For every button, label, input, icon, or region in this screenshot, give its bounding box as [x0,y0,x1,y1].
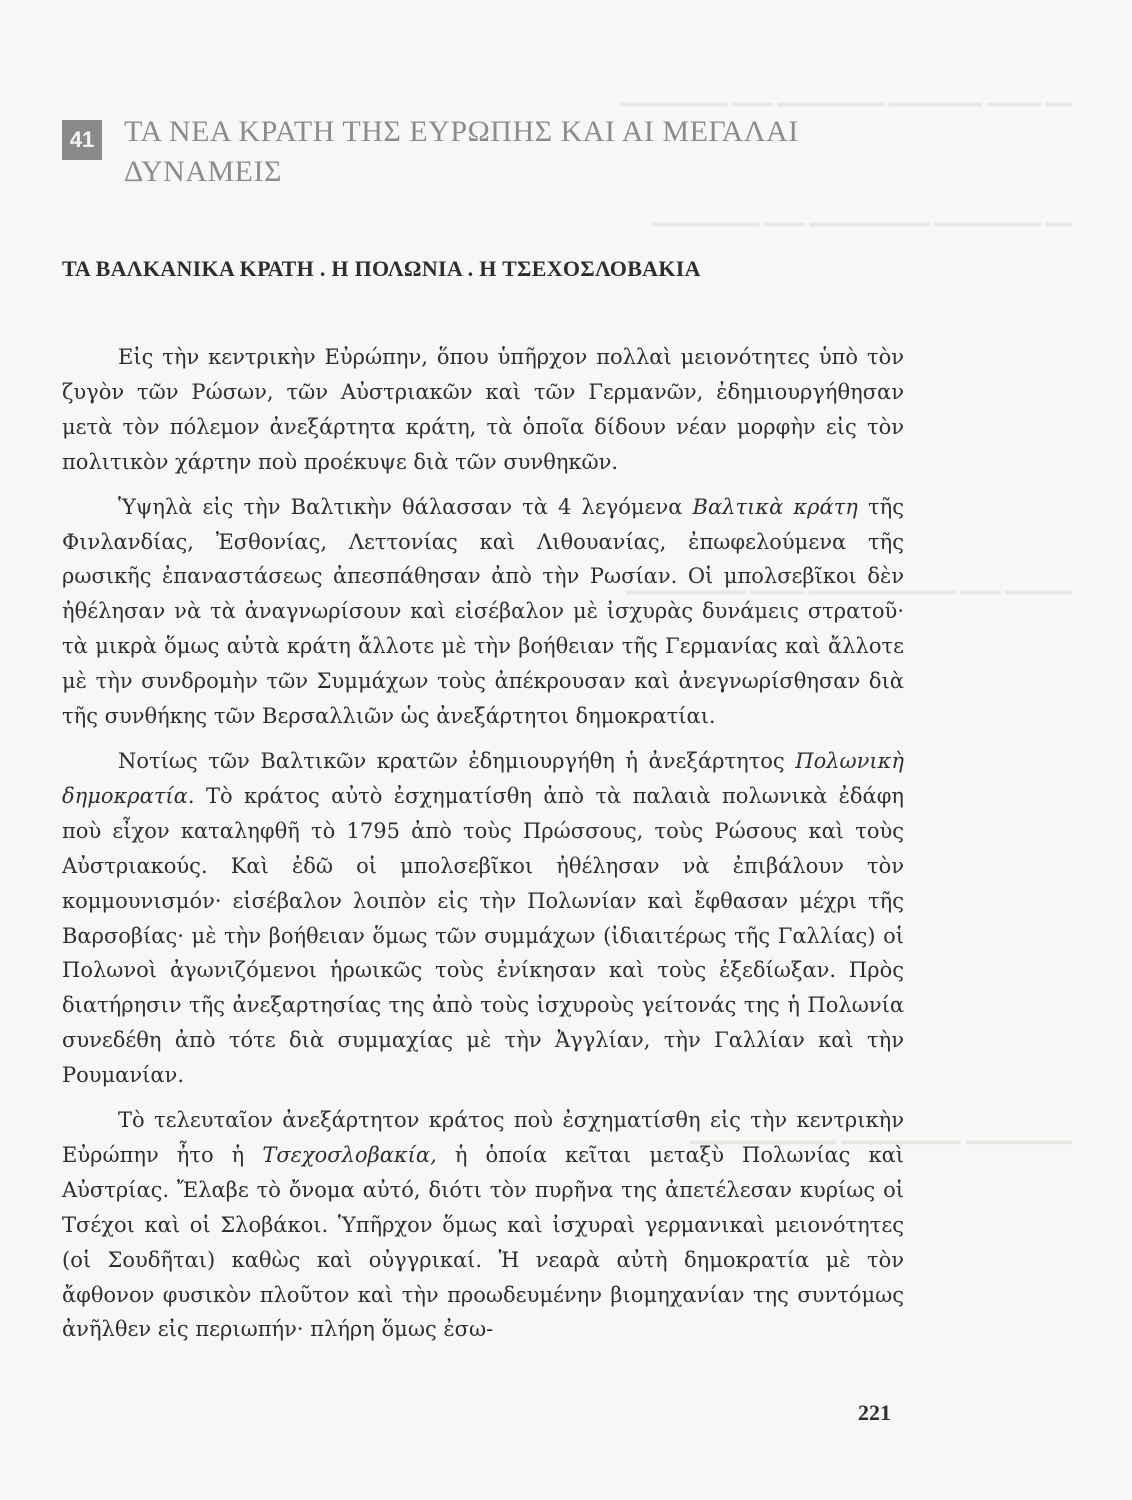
bleed-through-decoration: ━━━━━ ━━━ ━━━━━━━━━━━ ━━━━ ━━━━━━━━━ [626,580,1072,605]
page-number: 221 [858,1400,891,1425]
chapter-header [62,112,924,192]
paragraph-2-text-start: Ὑψηλὰ εἰς τὴν Βαλτικὴν θάλασσαν τὰ 4 λεγόμενα [118,494,693,519]
paragraph-2-text-end: τῆς Φινλανδίας, Ἐσθονίας, Λεττονίας καὶ Λιθουανίας, ἐπωφελούμενα τῆς ρωσικῆς ἐπαναστάσεως ἀπεσπάθησαν ἀπὸ τὴν Ρωσίαν. Οἱ μπολσεβῖκοι δὲν ἠθέλησαν νὰ τὰ ἀναγνωρίσουν καὶ εἰσέβαλον μὲ ἰσχυρὰς δυνάμεις στρατοῦ· τὰ μικρὰ ὅμως αὐτὰ κράτη ἄλλοτε μὲ τὴν βοήθειαν τῆς Γερμανίας καὶ ἄλλοτε μὲ τὴν συνδρομὴν τῶν Συμμάχων τοὺς ἀπέκρουσαν καὶ ἀνεγνωρίσθησαν διὰ τῆς συνθήκης τῶν Βερσαλλιῶν ὡς ἀνεξάρτητοι δημοκρατίαι. [62,494,905,729]
paragraph-4-text-end: ἡ ὁποία κεῖται μεταξὺ Πολωνίας καὶ Αὐστρίας. Ἔλαβε τὸ ὄνομα αὐτό, διότι τὸν πυρῆνα της ἀπετέλεσαν κυρίως οἱ Τσέχοι καὶ οἱ Σλοβάκοι. Ὑπῆρχον ὅμως καὶ ἰσχυραὶ γερμανικαὶ μειονότητες (οἱ Σουδῆται) καθὼς καὶ οὐγγρικαί. Ἡ νεαρὰ αὐτὴ δημοκρατία μὲ τὸν ἄφθονον φυσικὸν πλοῦτον καὶ τὴν προωδευμένην βιομηχανίαν της συντόμως ἀνῆλθεν εἰς περιωπήν· πλήρη ὅμως ἐσω- [62,1142,904,1342]
paragraph-3-text-start: Νοτίως τῶν Βαλτικῶν κρατῶν ἐδημιουργήθη ἡ ἀνεξάρτητος [118,748,796,773]
paragraph-3-text-end: Τὸ κράτος αὐτὸ ἐσχηματίσθη ἀπὸ τὰ παλαιὰ πολωνικὰ ἐδάφη ποὺ εἶχον καταληφθῆ τὸ 1795 ἀπὸ τοὺς Πρώσσους, τοὺς Ρώσους καὶ τοὺς Αὐστριακούς. Καὶ ἐδῶ οἱ μπολσεβῖκοι ἠθέλησαν νὰ ἐπιβάλουν τὸν κομμουνισμόν· εἰσέβαλον λοιπὸν εἰς τὴν Πολωνίαν καὶ ἔφθασαν μέχρι τῆς Βαρσοβίας· μὲ τὴν βοήθειαν ὅμως τῶν συμμάχων (ἰδιαιτέρως τῆς Γαλλίας) οἱ Πολωνοὶ ἀγωνιζόμενοι ἡρωικῶς τοὺς ἐνίκησαν καὶ τοὺς ἐξεδίωξαν. Πρὸς διατήρησιν τῆς ἀνεξαρτησίας της ἀπὸ τοὺς ἰσχυροὺς γείτονάς της ἡ Πολωνία συνεδέθη ἀπὸ τότε διὰ συμμαχίας μὲ τὴν Ἀγγλίαν, τὴν Γαλλίαν καὶ τὴν Ρουμανίαν. [62,783,904,1088]
paragraph-4-text-start: Τὸ τελευταῖον ἀνεξάρτητον κράτος ποὺ ἐσχηματίσθη εἰς τὴν κεντρικὴν Εὐρώπην ἦτο ἡ [62,1108,904,1167]
paragraph-4 [62,1103,904,1347]
paragraph-1: Εἰς τὴν κεντρικὴν Εὐρώπην, ὅπου ὑπῆρχον πολλαὶ μειονότητες ὑπὸ τὸν ζυγὸν τῶν Ρώσων, τῶν Αὐστριακῶν καὶ τῶν Γερμανῶν, ἐδημιουργήθησαν μετὰ τὸν πόλεμον ἀνεξάρτητα κράτη, τὰ ὁποῖα δίδουν νέαν μορφὴν εἰς τὸν πολιτικὸν χάρτην ποὺ προέκυψε διὰ τῶν συνθηκῶν. [62,345,904,474]
bleed-through-decoration: ━━━━━━━━ ━━━━━━━━━ ━━━━━━━━━━━ [690,1130,1072,1155]
bleed-through-decoration: ━━ ━━━━ ━━━━━━━ ━━━━━━━━ ━━━ ━━━━━━━━ [620,92,1072,117]
paragraph-2 [62,490,904,734]
paragraph-3 [62,744,904,1093]
chapter-number-badge: 41 [62,120,102,160]
paragraph-4-italic: Τσεχοσλοβακία, [262,1142,437,1167]
chapter-title: ΤΑ ΝΕΑ ΚΡΑΤΗ ΤΗΣ ΕΥΡΩΠΗΣ ΚΑΙ ΑΙ ΜΕΓΑΛΑΙ ΔΥΝΑΜΕΙΣ [124,115,799,188]
body-text [62,340,904,1357]
section-title: ΤΑ ΒΑΛΚΑΝΙΚΑ ΚΡΑΤΗ . Η ΠΟΛΩΝΙΑ . Η ΤΣΕΧΟΣΛΟΒΑΚΙΑ [62,256,701,281]
paragraph-3-italic: Πολωνικὴ δημοκρατία. [62,748,904,808]
bleed-through-decoration: ━━ ━━━━━━━━ ━━━━━━━━━ ━━━ ━━━━━━━━ [652,212,1072,237]
paragraph-2-italic: Βαλτικὰ κράτη [692,494,858,519]
